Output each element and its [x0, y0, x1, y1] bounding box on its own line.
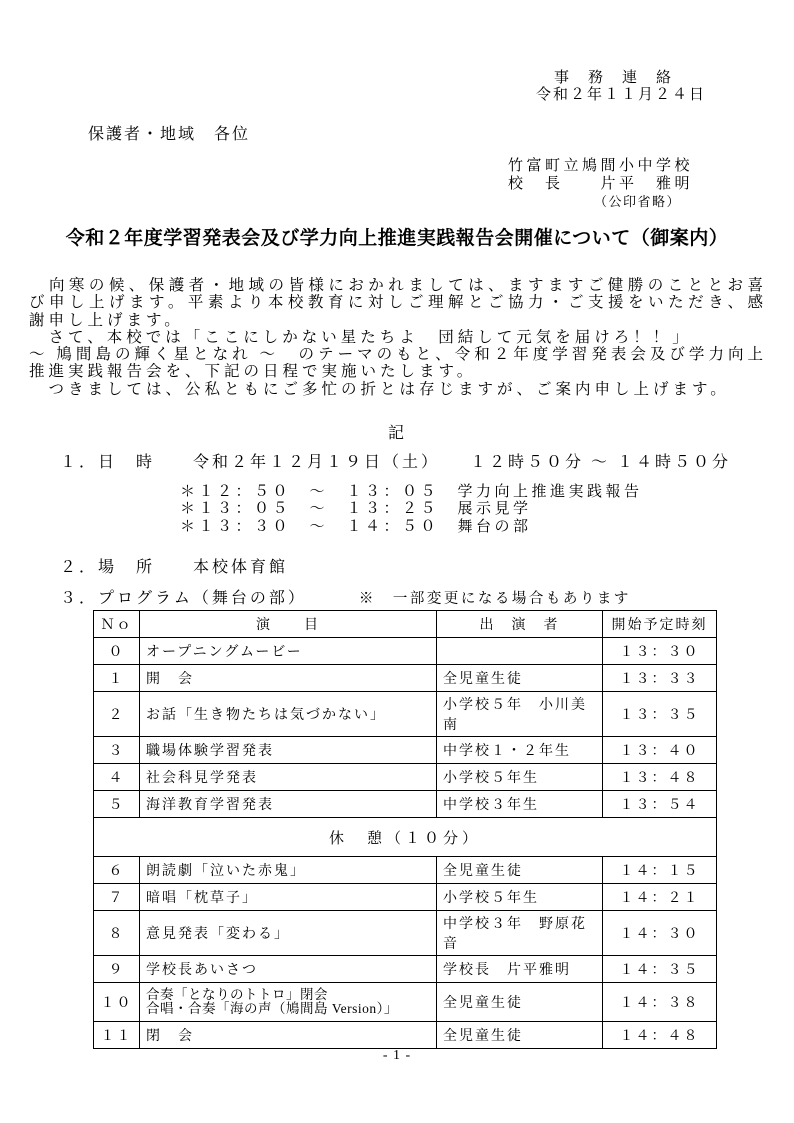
sender-block [508, 157, 693, 211]
col-header-program: 演 目 [140, 611, 437, 638]
body-paragraphs [29, 277, 767, 398]
paragraph-closing: つきましては、公私ともにご多忙の折とは存じますが、ご案内申し上げます。 [29, 380, 730, 398]
schedule-line: ＊１３：３０ ～ １４：５０ 舞台の部 [180, 518, 532, 535]
table-row: ５ 海洋教育学習発表 中学校３年生 １３：５４ [94, 791, 717, 818]
principal-name: 校 長 片平 雅明 [508, 176, 694, 192]
item-program [60, 585, 631, 608]
table-row: １１ 閉 会 全児童生徒 １４：４８ [94, 1022, 717, 1049]
paragraph-theme-line1: さて、本校では「ここにしかない星たちよ 団結して元気を届けろ！！」 [29, 328, 692, 346]
paragraph-greeting: 向寒の候、保護者・地域の皆様におかれましては、ますますご健勝のこととお喜び申し上げます。平素より本校教育に対しご理解とご協力・ご支援をいただき、感謝申し上げます。 [29, 277, 767, 329]
table-row: ９ 学校長あいさつ 学校長 片平雅明 １４：３５ [94, 956, 717, 983]
table-row: ８ 意見発表「変わる」 中学校３年 野原花音 １４：３０ [94, 911, 717, 956]
item-datetime: １．日 時 令和２年１２月１９日（土） １２時５０分 ～ １４時５０分 [60, 454, 732, 471]
table-row: ０ オープニングムービー １３：３０ [94, 638, 717, 665]
paragraph-theme-line2: ～ 鳩間島の輝く星となれ ～ のテーマのもと、令和２年度学習発表会及び学力向上推進実践報告会を、下記の日程で実施いたします。 [29, 346, 767, 381]
time-schedule-list [180, 484, 643, 536]
table-header-row [94, 611, 717, 638]
table-row: ６ 朗読劇「泣いた赤鬼」 全児童生徒 １４：１５ [94, 857, 717, 884]
ki-heading: 記 [387, 425, 406, 442]
table-row: ７ 暗唱「枕草子」 小学校５年生 １４：２１ [94, 884, 717, 911]
recipient-line: 保護者・地域 各位 [88, 126, 251, 143]
program-change-note: ※ 一部変更になる場合もあります [358, 591, 631, 607]
col-header-no: Ｎｏ [94, 611, 140, 638]
document-date: 令和２年１１月２４日 [536, 87, 707, 103]
schedule-line: ＊１２：５０ ～ １３：０５ 学力向上推進実践報告 [180, 484, 643, 500]
break-row [94, 818, 717, 857]
table-row: ４ 社会科見学発表 小学校５年生 １３：４８ [94, 764, 717, 791]
col-header-performer: 出 演 者 [437, 611, 603, 638]
seal-omitted-note: （公印省略） [594, 194, 682, 209]
document-header-block [536, 70, 706, 104]
table-row: ３ 職場体験学習発表 中学校１・２年生 １３：４０ [94, 737, 717, 764]
table-row: ２ お話「生き物たちは気づかない」 小学校５年 小川美南 １３：３５ [94, 692, 717, 737]
page-number: - 1 - [382, 1048, 412, 1063]
document-type-label: 事 務 連 絡 [554, 70, 674, 86]
item-place: ２．場 所 本校体育館 [60, 559, 289, 576]
program-line-2: 合唱・合奏「海の声（鳩間島 Version）」 [146, 1001, 398, 1016]
page-title: 令和２年度学習発表会及び学力向上推進実践報告会開催について（御案内） [65, 228, 729, 249]
col-header-start-time: 開始予定時刻 [603, 611, 717, 638]
table-row: １ 開 会 全児童生徒 １３：３３ [94, 665, 717, 692]
schedule-line: ＊１３：０５ ～ １３：２５ 展示見学 [180, 501, 532, 518]
program-table [93, 610, 717, 1049]
program-line-1: 合奏「となりのトトロ」閉会 [146, 986, 328, 1002]
school-name: 竹富町立鳩間小中学校 [508, 158, 694, 174]
break-label: 休 憩（１０分） [94, 818, 717, 857]
table-row: １０ 合奏「となりのトトロ」閉会 合唱・合奏「海の声（鳩間島 Version）」 全児童生徒 １４：３８ [94, 983, 717, 1022]
item-program-label: ３．プログラム（舞台の部） [60, 590, 307, 607]
